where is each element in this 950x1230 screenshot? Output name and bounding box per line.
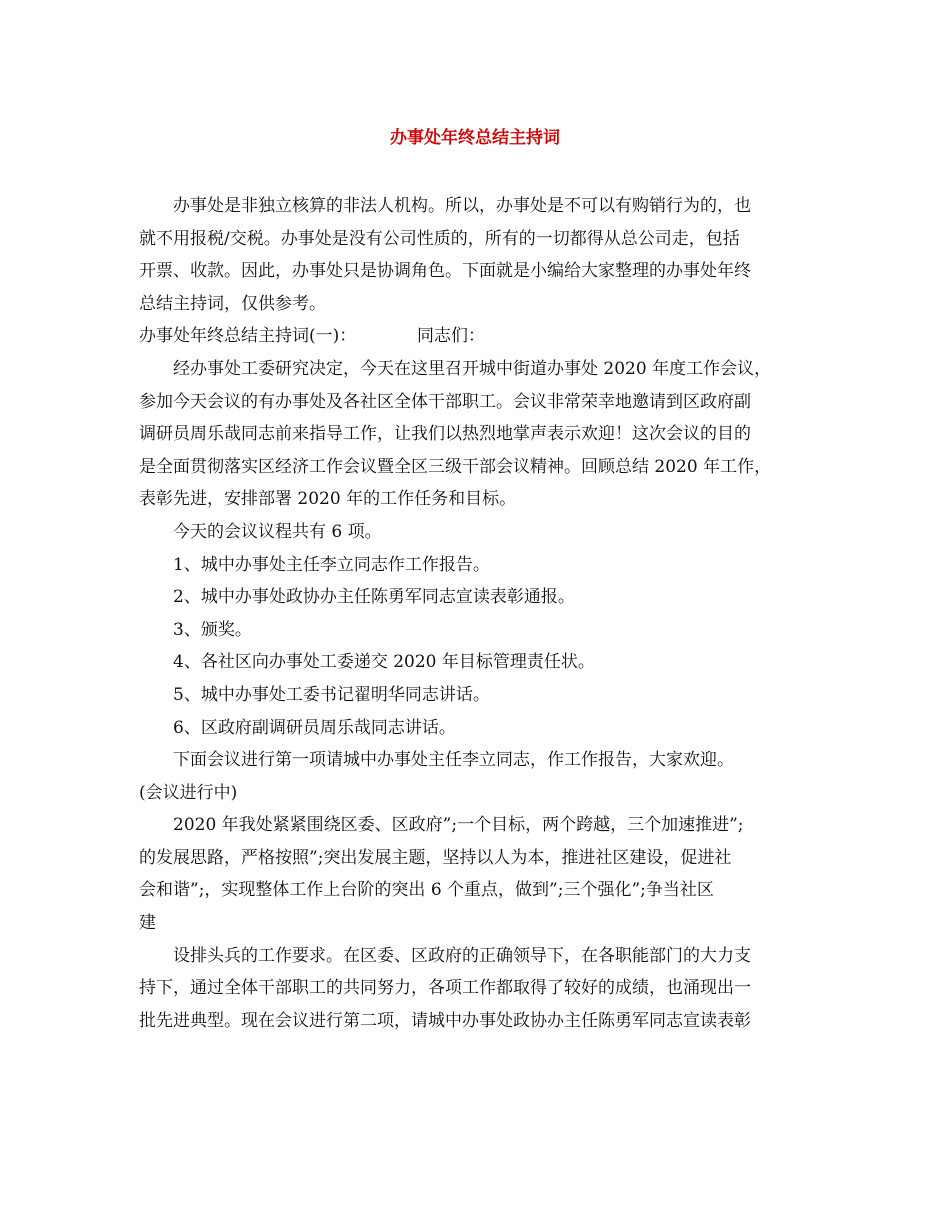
paragraph-line: 持下，通过全体干部职工的共同努力，各项工作都取得了较好的成绩，也涌现出一 <box>139 978 751 999</box>
paragraph-line: 2020 年我处紧紧围绕区委、区政府”;一个目标，两个跨越，三个加速推进”; <box>173 815 744 836</box>
intro-line: 总结主持词，仅供参考。 <box>139 293 326 314</box>
agenda-item: 5、城中办事处工委书记翟明华同志讲话。 <box>173 684 490 705</box>
meeting-note: (会议进行中) <box>139 782 238 803</box>
paragraph-line: 是全面贯彻落实区经济工作会议暨全区三级干部会议精神。回顾总结 2020 年工作， <box>139 456 772 477</box>
paragraph-line: 设排头兵的工作要求。在区委、区政府的正确领导下，在各职能部门的大力支 <box>173 945 751 966</box>
agenda-item: 6、区政府副调研员周乐哉同志讲话。 <box>173 717 456 738</box>
agenda-intro: 今天的会议议程共有 6 项。 <box>173 521 382 542</box>
paragraph-line: 下面会议进行第一项请城中办事处主任李立同志，作工作报告，大家欢迎。 <box>173 750 734 771</box>
agenda-item: 4、各社区向办事处工委递交 2020 年目标管理责任状。 <box>173 652 595 673</box>
subheading <box>139 320 819 353</box>
greeting: 同志们： <box>417 326 485 347</box>
paragraph-line: 批先进典型。现在会议进行第二项，请城中办事处政协办主任陈勇军同志宣读表彰 <box>139 1010 751 1031</box>
paragraph-line: 表彰先进，安排部署 2020 年的工作任务和目标。 <box>139 489 517 510</box>
paragraph-line: 参加今天会议的有办事处及各社区全体干部职工。会议非常荣幸地邀请到区政府副 <box>139 391 751 412</box>
agenda-item: 1、城中办事处主任李立同志作工作报告。 <box>173 554 490 575</box>
document-body <box>139 190 819 1037</box>
agenda-item: 2、城中办事处政协办主任陈勇军同志宣读表彰通报。 <box>173 587 575 608</box>
paragraph-line: 建 <box>139 913 156 934</box>
paragraph-line: 的发展思路，严格按照”;突出发展主题，坚持以人为本，推进社区建设，促进社 <box>139 847 732 868</box>
subheading-label: 办事处年终总结主持词(一)： <box>139 326 357 347</box>
intro-line: 开票、收款。因此，办事处只是协调角色。下面就是小编给大家整理的办事处年终 <box>139 261 751 282</box>
paragraph-line: 调研员周乐哉同志前来指导工作，让我们以热烈地掌声表示欢迎！这次会议的目的 <box>139 424 751 445</box>
agenda-item: 3、颁奖。 <box>173 619 252 640</box>
intro-line: 办事处是非独立核算的非法人机构。所以，办事处是不可以有购销行为的，也 <box>173 196 751 216</box>
paragraph-line: 会和谐”;，实现整体工作上台阶的突出 6 个重点，做到”;三个强化”;争当社区 <box>139 880 714 901</box>
intro-line: 就不用报税/交税。办事处是没有公司性质的，所有的一切都得从总公司走，包括 <box>139 228 740 249</box>
paragraph-line: 经办事处工委研究决定，今天在这里召开城中街道办事处 2020 年度工作会议， <box>173 358 772 379</box>
document-title: 办事处年终总结主持词 <box>390 128 560 148</box>
